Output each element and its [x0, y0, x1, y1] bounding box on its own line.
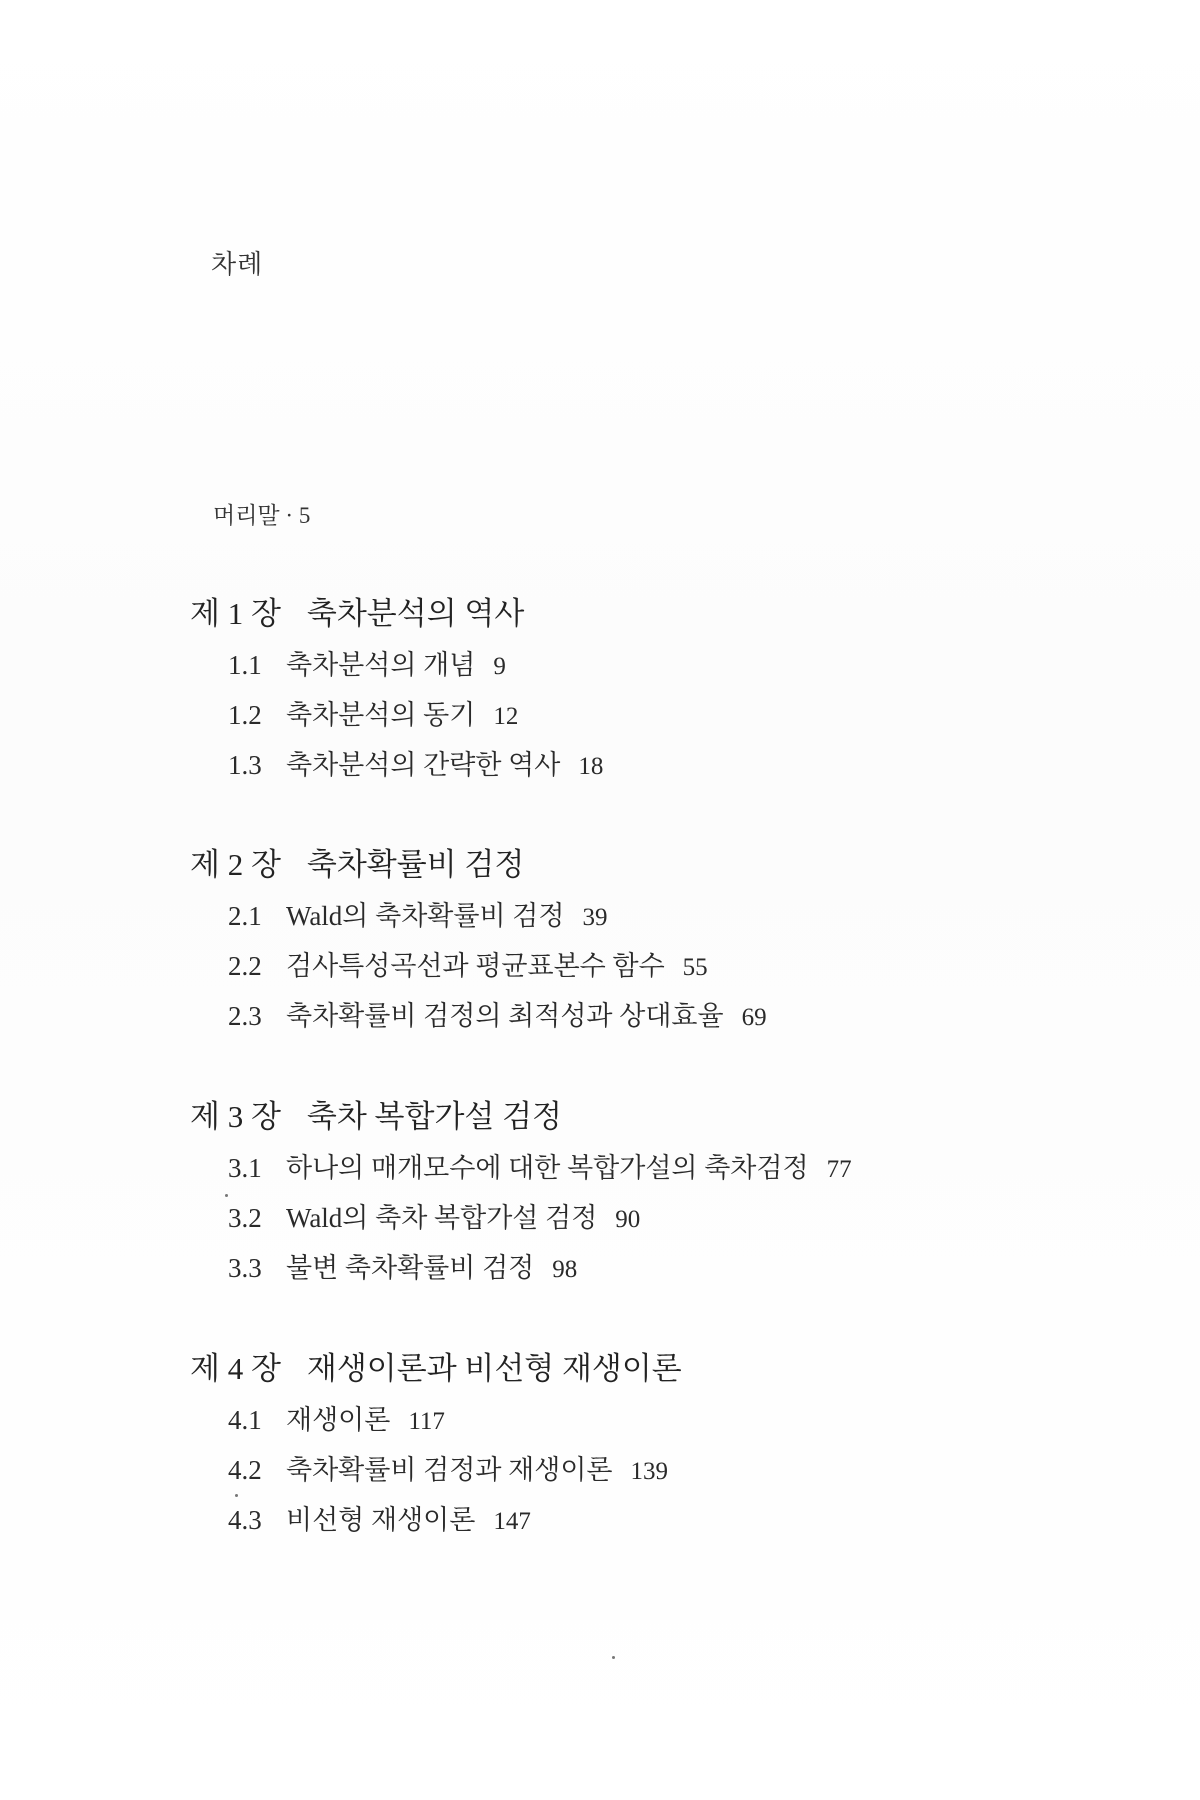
section-entry [228, 1495, 1090, 1545]
preface-entry: 머리말 · 5 [213, 503, 311, 528]
section-title: 축차분석의 개념 [286, 650, 476, 680]
section-list [228, 640, 1090, 790]
chapter-heading [190, 845, 1090, 885]
section-list [228, 1143, 1090, 1293]
section-page: 18 [578, 753, 604, 780]
section-entry [228, 941, 1090, 991]
section-page: 9 [493, 653, 506, 680]
section-entry [228, 1143, 1090, 1193]
chapter-1 [190, 594, 1090, 790]
section-number: 1.2 [228, 700, 262, 730]
section-number: 2.1 [228, 901, 262, 931]
chapter-title: 재생이론과 비선형 재생이론 [306, 1351, 682, 1386]
section-title: 재생이론 [286, 1405, 391, 1435]
section-entry [228, 640, 1090, 690]
section-title: 축차분석의 간략한 역사 [286, 750, 561, 780]
section-title: 하나의 매개모수에 대한 복합가설의 축차검정 [286, 1153, 809, 1183]
section-page: 117 [408, 1408, 445, 1435]
scan-speck [235, 1494, 238, 1497]
scan-speck [612, 1656, 615, 1659]
section-title: Wald의 축차확률비 검정 [286, 901, 565, 931]
chapter-label: 제 4 장 [190, 1351, 281, 1386]
section-page: 147 [493, 1508, 531, 1535]
section-entry [228, 690, 1090, 740]
chapter-label: 제 2 장 [190, 847, 281, 882]
section-title: 축차확률비 검정과 재생이론 [286, 1455, 613, 1485]
section-title: 비선형 재생이론 [286, 1505, 476, 1535]
section-list [228, 891, 1090, 1041]
section-page: 39 [582, 904, 608, 931]
section-number: 4.1 [228, 1405, 262, 1435]
section-page: 90 [615, 1206, 641, 1233]
chapter-title: 축차분석의 역사 [306, 596, 525, 631]
scan-speck [225, 1194, 228, 1197]
section-title: 축차분석의 동기 [286, 700, 476, 730]
chapter-heading [190, 1097, 1090, 1137]
section-number: 3.3 [228, 1253, 262, 1283]
chapter-4 [190, 1349, 1090, 1545]
chapter-heading [190, 594, 1090, 634]
section-title: Wald의 축차 복합가설 검정 [286, 1203, 598, 1233]
section-number: 4.3 [228, 1505, 262, 1535]
section-number: 3.1 [228, 1153, 262, 1183]
section-number: 2.3 [228, 1001, 262, 1031]
section-entry [228, 1445, 1090, 1495]
chapter-3 [190, 1097, 1090, 1293]
chapter-2 [190, 845, 1090, 1041]
section-page: 12 [493, 703, 519, 730]
chapter-title: 축차확률비 검정 [306, 847, 525, 882]
section-page: 139 [630, 1458, 668, 1485]
section-title: 축차확률비 검정의 최적성과 상대효율 [286, 1001, 724, 1031]
section-title: 불변 축차확률비 검정 [286, 1253, 535, 1283]
section-number: 2.2 [228, 951, 262, 981]
section-number: 3.2 [228, 1203, 262, 1233]
section-entry [228, 1193, 1090, 1243]
chapter-heading [190, 1349, 1090, 1389]
section-page: 69 [741, 1004, 767, 1031]
section-entry [228, 1243, 1090, 1293]
section-entry [228, 740, 1090, 790]
page-title: 차례 [211, 250, 264, 279]
chapter-title: 축차 복합가설 검정 [306, 1099, 562, 1134]
section-entry [228, 891, 1090, 941]
section-title: 검사특성곡선과 평균표본수 함수 [286, 951, 665, 981]
section-list [228, 1395, 1090, 1545]
section-entry [228, 1395, 1090, 1445]
chapter-label: 제 3 장 [190, 1099, 281, 1134]
section-number: 1.3 [228, 750, 262, 780]
chapter-label: 제 1 장 [190, 596, 281, 631]
section-number: 1.1 [228, 650, 262, 680]
section-number: 4.2 [228, 1455, 262, 1485]
section-entry [228, 991, 1090, 1041]
section-page: 98 [552, 1256, 578, 1283]
section-page: 55 [682, 954, 708, 981]
section-page: 77 [826, 1156, 852, 1183]
